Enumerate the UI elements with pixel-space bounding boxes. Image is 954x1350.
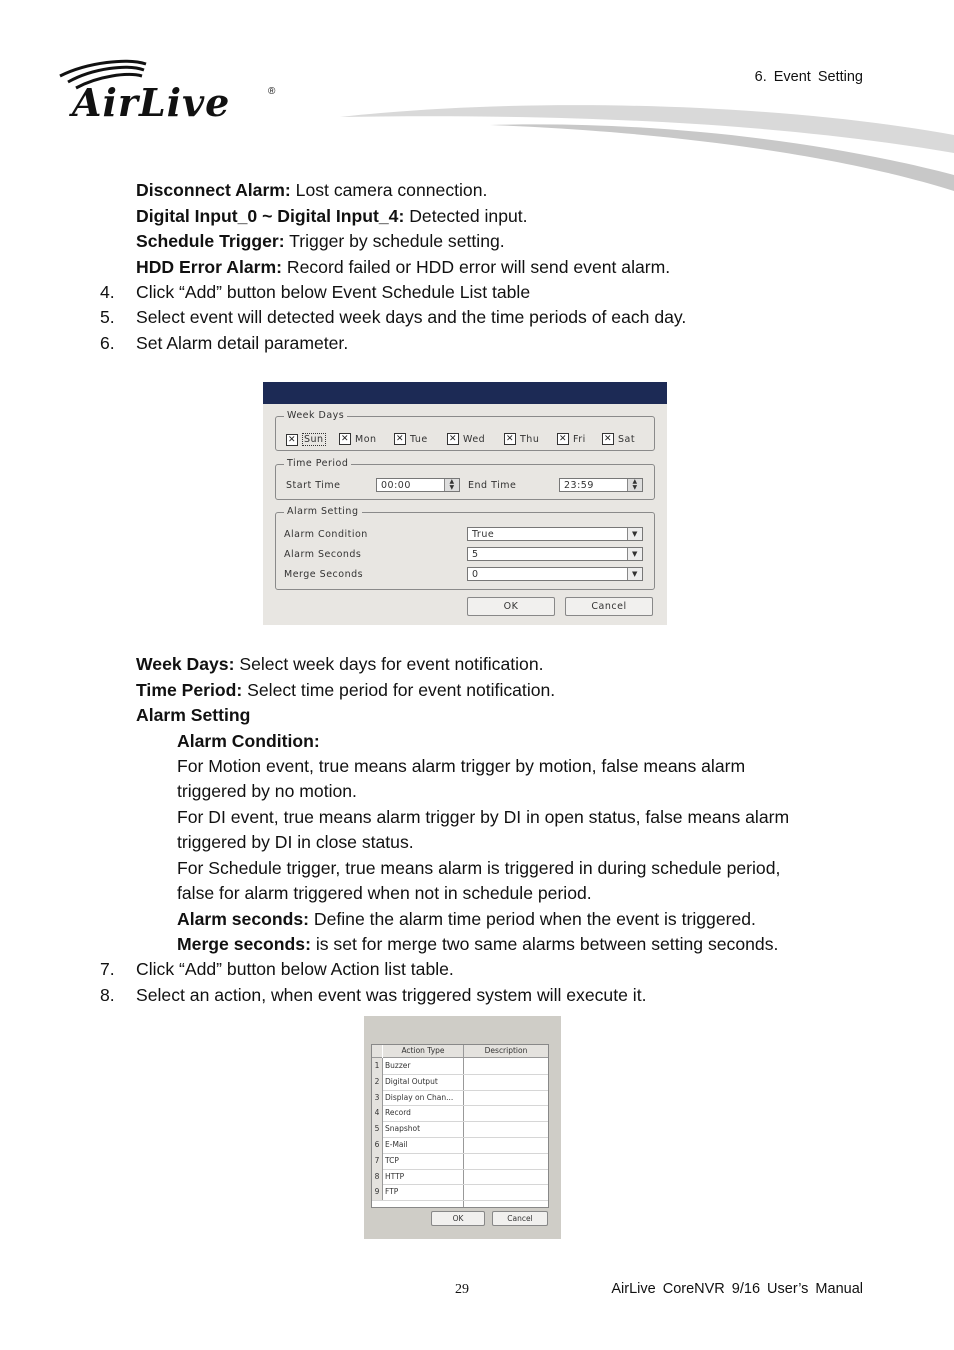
alarm-seconds-select[interactable]: 5 ▼ [467, 547, 643, 561]
day-checkbox-sun[interactable]: ✕ Sun [287, 434, 324, 445]
checkbox-icon: ✕ [505, 434, 515, 444]
dialog-titlebar [263, 382, 667, 404]
spin-arrows-icon[interactable]: ▲ ▼ [627, 479, 642, 491]
start-time-label: Start Time [286, 480, 341, 491]
registered-mark: ® [268, 86, 276, 97]
spin-arrows-icon[interactable]: ▲ ▼ [444, 479, 459, 491]
chevron-down-icon[interactable]: ▼ [627, 568, 642, 580]
step-number: 8. [100, 985, 115, 1005]
desc-alarm-condition: Alarm Condition: [177, 731, 320, 751]
table-row[interactable]: 2 Digital Output [372, 1074, 548, 1091]
chevron-down-icon[interactable]: ▼ [627, 548, 642, 560]
desc-condition-line: triggered by no motion. [177, 781, 357, 801]
day-checkbox-tue[interactable]: ✕ Tue [395, 433, 428, 445]
column-header-action-type[interactable]: Action Type [383, 1045, 463, 1058]
desc-condition-line: For DI event, true means alarm trigger by DI in open status, false means alarm [177, 807, 790, 827]
week-days-title: Week Days [284, 410, 347, 421]
desc-week-days: Week Days: Select week days for event notification. [136, 654, 544, 674]
table-row[interactable]: 8 HTTP [372, 1169, 548, 1186]
desc-condition-line: For Schedule trigger, true means alarm is triggered in during schedule period, [177, 858, 781, 878]
cancel-button[interactable]: Cancel [492, 1211, 548, 1226]
day-checkbox-sat[interactable]: ✕ Sat [603, 433, 636, 445]
desc-time-period: Time Period: Select time period for event notification. [136, 680, 556, 700]
desc-condition-line: false for alarm triggered when not in schedule period. [177, 883, 592, 903]
alarm-condition-label: Alarm Condition [284, 529, 368, 540]
time-period-title: Time Period [284, 458, 351, 469]
alarm-seconds-label: Alarm Seconds [284, 549, 362, 560]
desc-condition-line: triggered by DI in close status. [177, 832, 414, 852]
week-days-group [275, 410, 655, 451]
desc-condition-line: For Motion event, true means alarm trigger by motion, false means alarm [177, 756, 746, 776]
table-row[interactable]: 3 Display on Chan... [372, 1090, 548, 1107]
alarm-schedule-dialog [263, 382, 667, 625]
step-number: 5. [100, 307, 115, 327]
definition-line: HDD Error Alarm: Record failed or HDD error will send event alarm. [136, 257, 671, 277]
day-checkbox-thu[interactable]: ✕ Thu [505, 433, 540, 445]
table-row[interactable]: 5 Snapshot [372, 1121, 548, 1138]
chevron-down-icon[interactable]: ▼ [627, 528, 642, 540]
step-text: Select event will detected week days and the time periods of each day. [136, 307, 687, 327]
action-list-dialog [364, 1016, 561, 1239]
cancel-button[interactable]: Cancel [565, 597, 653, 616]
merge-seconds-select[interactable]: 0 ▼ [467, 567, 643, 581]
alarm-condition-select[interactable]: True ▼ [467, 527, 643, 541]
day-checkbox-mon[interactable]: ✕ Mon [340, 433, 377, 445]
footer-title: AirLive CoreNVR 9/16 User’s Manual [611, 1281, 863, 1297]
definition-line: Digital Input_0 ~ Digital Input_4: Detected input. [136, 206, 528, 226]
checkbox-icon: ✕ [395, 434, 405, 444]
step-text: Select an action, when event was triggered system will execute it. [136, 985, 647, 1005]
merge-seconds-label: Merge Seconds [284, 569, 364, 580]
step-number: 7. [100, 959, 115, 979]
step-number: 6. [100, 333, 115, 353]
alarm-setting-title: Alarm Setting [284, 506, 362, 517]
table-row[interactable]: 1 Buzzer [372, 1058, 548, 1075]
definition-line: Disconnect Alarm: Lost camera connection. [136, 180, 488, 200]
action-table [371, 1044, 549, 1208]
step-number: 4. [100, 282, 115, 302]
checkbox-icon: ✕ [558, 434, 568, 444]
table-row[interactable]: 7 TCP [372, 1153, 548, 1170]
step-text: Set Alarm detail parameter. [136, 333, 349, 353]
step-text: Click “Add” button below Action list table. [136, 959, 454, 979]
table-row[interactable]: 9 FTP [372, 1184, 548, 1201]
desc-alarm-setting: Alarm Setting [136, 705, 251, 725]
checkbox-icon: ✕ [340, 434, 350, 444]
checkbox-icon: ✕ [287, 434, 297, 445]
end-time-input[interactable]: 23:59 ▲ ▼ [559, 478, 643, 492]
alarm-setting-group [275, 506, 655, 590]
chapter-title: 6. Event Setting [754, 69, 863, 85]
table-row[interactable]: 6 E-Mail [372, 1137, 548, 1154]
start-time-input[interactable]: 00:00 ▲ ▼ [376, 478, 460, 492]
checkbox-icon: ✕ [603, 434, 613, 444]
ok-button[interactable]: OK [431, 1211, 485, 1226]
table-row[interactable]: 4 Record [372, 1105, 548, 1122]
day-checkbox-fri[interactable]: ✕ Fri [558, 433, 586, 445]
time-period-group [275, 458, 655, 500]
page-number: 29 [455, 1282, 469, 1297]
column-header-description[interactable]: Description [464, 1045, 548, 1058]
definition-line: Schedule Trigger: Trigger by schedule setting. [136, 231, 505, 251]
step-text: Click “Add” button below Event Schedule List table [136, 282, 531, 302]
desc-alarm-seconds: Alarm seconds: Define the alarm time period when the event is triggered. [177, 909, 756, 929]
desc-merge-seconds: Merge seconds: is set for merge two same alarms between setting seconds. [177, 934, 779, 954]
day-checkbox-wed[interactable]: ✕ Wed [448, 433, 486, 445]
ok-button[interactable]: OK [467, 597, 555, 616]
logo-text: AirLive [72, 80, 231, 125]
end-time-label: End Time [468, 480, 517, 491]
checkbox-icon: ✕ [448, 434, 458, 444]
